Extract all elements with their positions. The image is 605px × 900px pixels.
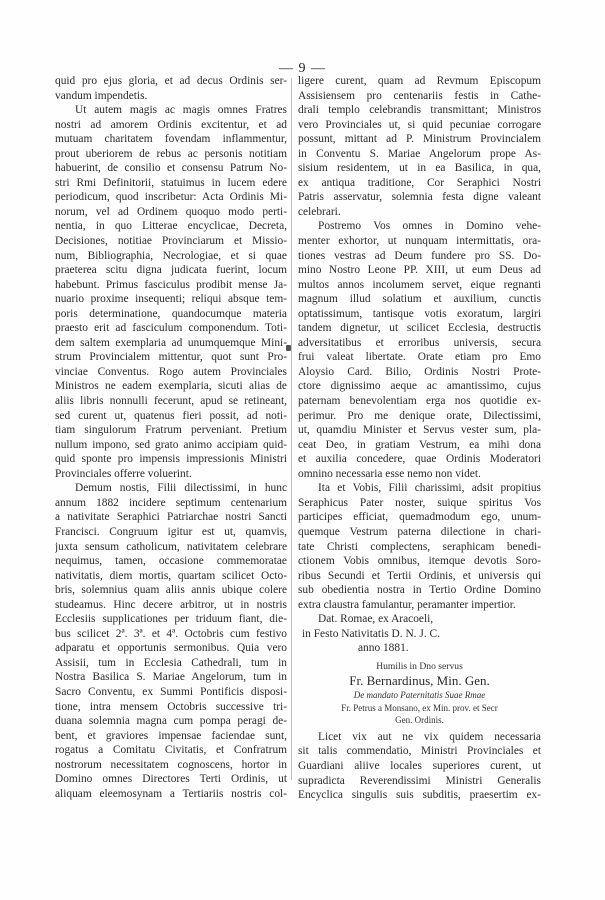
text-line: Guardiani aliive locales superiores curent, ut — [298, 759, 541, 772]
text-line: Nostra Basilica S. Mariae Angelorum, tum in — [55, 671, 287, 684]
text-line: magnum illud solatium et auxilium, cunctis — [298, 293, 541, 306]
text-line: sisium residentem, ut in ea Basilica, in qua, — [298, 162, 541, 175]
text-line: extra claustra famulantur, peramanter impertior. — [298, 598, 516, 611]
text-line: duana solemnia magna cum pompa peragi de- — [55, 715, 287, 728]
text-line: optatissimum, tantisque votis exoratum, largiri — [298, 307, 541, 320]
text-line: ut, quamdiu Minister et Servus vester sum, pla- — [298, 424, 541, 437]
text-line: Seraphicus Pater noster, suique spiritus Vos — [298, 496, 541, 509]
paragraph-start-line: Postremo Vos omnes in Domino vehe- — [318, 220, 541, 233]
text-line: praesto erit ad fasciculum componendum. Toti- — [55, 322, 287, 335]
column-divider — [291, 78, 292, 780]
text-line: menter exhortor, ut nunquam intermittatis, ora- — [298, 235, 541, 248]
paragraph-start-line: Ita et Vobis, Filii charissimi, adsit propitius — [318, 482, 541, 495]
text-line: nequimus, tamen, occasione commemoratae — [55, 555, 287, 568]
paragraph-start-line: Licet vix aut ne vix quidem necessaria — [318, 730, 541, 743]
closing-year: anno 1881. — [358, 642, 409, 655]
signature-secretary: Fr. Petrus a Monsano, ex Min. prov. et Secr — [341, 702, 498, 713]
signature-humilis: Humilis in Dno servus — [376, 660, 463, 672]
text-line: Patris asservatur, solemnia festa digne valeant — [298, 191, 541, 204]
left-column — [55, 74, 287, 801]
text-line: norum, vel ad Ordinem quoquo modo perti- — [55, 205, 287, 218]
text-line: Decisiones, notitiae Provinciarum et Missio- — [55, 235, 287, 248]
closing-feast: in Festo Nativitatis D. N. J. C. — [302, 627, 440, 640]
text-line: habuerint, de consilio et consensu Patrum No- — [55, 162, 287, 175]
text-line: Aloysio Card. Bilio, Ordinis Nostri Prote- — [298, 365, 541, 378]
text-line: participes efficiat, quemadmodum ego, unum- — [298, 511, 541, 524]
text-line: nostrorum necessitatem cognoscens, hortor in — [55, 758, 287, 771]
text-line: praeterea scitu digna judicata fuerint, locum — [55, 264, 287, 277]
text-line: mino Nostro Leone PP. XIII, ut eum Deus ad — [298, 264, 541, 277]
text-line: studeamus. Hinc decere arbitror, ut in nostris — [55, 598, 287, 611]
text-line: tiam singulorum Fratrum perveniant. Pretium — [55, 424, 287, 437]
text-line: quemque Vestrum paterna dilectione in chari- — [298, 525, 541, 538]
text-line: vandum impendetis. — [55, 89, 148, 102]
text-line: Encyclica singulis suis subditis, praesertim ex- — [298, 789, 541, 802]
paragraph-start-line: Demum nostis, Filii dilectissimi, in hunc — [75, 482, 287, 495]
text-line: mutuam charitatem fovendam inflammentur, — [55, 133, 287, 146]
text-line: a nativitate Seraphici Patriarchae nostri Sancti — [55, 511, 287, 524]
text-line: paternam benevolentiam erga nos quotidie ex- — [298, 395, 541, 408]
text-line: vinciae Conventus. Rogo autem Provinciales — [55, 365, 287, 378]
text-line: strum Provincialem mittentur, quot sunt Pro- — [55, 351, 287, 364]
text-line: frui valeat libertate. Orate etiam pro Emo — [298, 351, 541, 364]
text-line: omnino necessaria esse nemo non videt. — [298, 467, 481, 480]
text-line: nentia, in quo Litterae encyclicae, Decreta, — [55, 220, 287, 233]
text-line: multos annos incolumem servet, eique regnanti — [298, 278, 541, 291]
page-number: — 9 — — [279, 61, 326, 76]
text-line: Francisci. Congruum igitur est ut, quamvis, — [55, 525, 287, 538]
right-column — [298, 74, 541, 803]
text-line: tione, intra mensem Octobris successive tri- — [55, 700, 287, 713]
text-line: stri Rmi Definitorii, statuimus in lucem edere — [55, 176, 287, 189]
closing-place: Dat. Romae, ex Aracoeli, — [318, 613, 434, 626]
text-line: ribus Secundi et Tertii Ordinis, et universis qui — [298, 569, 541, 582]
text-line: quid sponte pro impensis impressionis Ministri — [55, 453, 287, 466]
text-line: poris determinatione, quandocumque materia — [55, 307, 287, 320]
text-line: tiones vestras ad Deum fundere pro SS. Do- — [298, 249, 541, 262]
text-line: sub obedientia nostra in Tertio Ordine Domino — [298, 584, 541, 597]
text-line: celebrari. — [298, 205, 341, 218]
text-line: rogatus a Comitatu Civitatis, et Confratrum — [55, 744, 287, 757]
text-line: dem saltem exemplaria ad unumquemque Mini- — [55, 336, 287, 349]
text-line: nostri ad amorem Ordinis excitentur, et ad — [55, 118, 287, 131]
text-line: bus scilicet 2ª. 3ª. et 4ª. Octobris cum festivo — [55, 627, 287, 640]
text-line: prout uberiorem de rebus ac personis notitiam — [55, 147, 287, 160]
text-line: adversitatibus et erroribus universis, secura — [298, 336, 541, 349]
text-line: Domino omnes Directores Terti Ordinis, ut — [55, 773, 287, 786]
text-line: aliis libris nonnulli fecerunt, apud se retineant, — [55, 395, 287, 408]
text-line: Assisii, tum in Ecclesia Cathedrali, tum in — [55, 656, 287, 669]
text-line: quid pro ejus gloria, et ad decus Ordinis ser- — [55, 75, 287, 87]
text-line: Ecclesiis supplicationes per triduum fiant, die- — [55, 613, 287, 626]
text-line: sed curent ut, quatenus fieri possit, ad noti- — [55, 409, 287, 422]
signature-name: Fr. Bernardinus, Min. Gen. — [349, 672, 490, 688]
text-line: juxta sensum catholicum, nativitatem celebrare — [55, 540, 287, 553]
text-line: ex antiqua traditione, Cor Seraphici Nostri — [298, 176, 541, 189]
signature-mandate: De mandato Paternitatis Suae Rmae — [353, 689, 486, 700]
text-line: bris, solemnius quam aliis annis ubique colere — [55, 584, 287, 597]
text-line: possunt, mittant ad P. Ministrum Provincialem — [298, 133, 541, 146]
text-line: num, Bibliographia, Necrologiae, et si quae — [55, 249, 287, 262]
text-line: ceat Deo, in gratiam Vestrum, ea mihi dona — [298, 438, 541, 451]
text-line: ctore dignissimo aeque ac amantissimo, cujus — [298, 380, 541, 393]
text-line: annum 1882 incidere septimum centenarium — [55, 496, 287, 509]
text-line: habebunt. Primus fasciculus prodibit mense Ja- — [55, 278, 287, 291]
text-line: sit talis commendatio, Ministri Provinciales et — [298, 745, 541, 758]
text-line: nuario proxime insequenti; reliqui absque tem- — [55, 293, 287, 306]
text-line: perimur. Pro me denique orate, Dilectissimi, — [298, 409, 541, 422]
text-line: aliquam eleemosynam a Tertiariis nostris col- — [55, 787, 287, 800]
paragraph-start-line: Ut autem magis ac magis omnes Fratres — [75, 104, 287, 117]
text-line: nullum impono, sed grato animo accipiam quid- — [55, 438, 287, 451]
text-line: tandem dignetur, ut scilicet Ecclesia, destructis — [298, 322, 541, 335]
text-line: adparatu et opportunis sermonibus. Quia vero — [55, 642, 287, 655]
text-line: Sacro Conventu, ex Summi Pontificis disposi- — [55, 685, 287, 698]
text-line: nativitatis, diem mortis, quartam scilicet Octo- — [55, 569, 287, 582]
text-line: vero Provinciales ut, si quid pecuniae corrogare — [298, 118, 541, 131]
text-line: drali templo celebrandis transmittant; Ministros — [298, 104, 541, 117]
text-line: Assisiensem pro centenariis festis in Cathe- — [298, 89, 541, 102]
text-line: supradicta Reverendissimi Ministri Generalis — [298, 774, 541, 787]
text-line: ligere curent, quam ad Revmum Episcopum — [298, 75, 541, 87]
text-line: Provinciales offerre voluerint. — [55, 467, 192, 480]
text-line: bent, et graviores impensae faciendae sunt, — [55, 729, 287, 742]
text-line: ctionem Vobis omnibus, itemque devotis Soro- — [298, 555, 541, 568]
text-line: et auxilia concedere, quae Ordinis Moderatori — [298, 453, 541, 466]
text-line: tate Christi complectens, seraphicam benedi- — [298, 540, 541, 553]
text-line: Ministros ne eadem exemplaria, sicuti alias de — [55, 380, 287, 393]
signature-secretary-cont: Gen. Ordinis. — [395, 714, 444, 725]
text-line: periodicum, quod inscribetur: Acta Ordinis Mi- — [55, 191, 287, 204]
text-line: in Conventu S. Mariae Angelorum prope As- — [298, 147, 541, 160]
